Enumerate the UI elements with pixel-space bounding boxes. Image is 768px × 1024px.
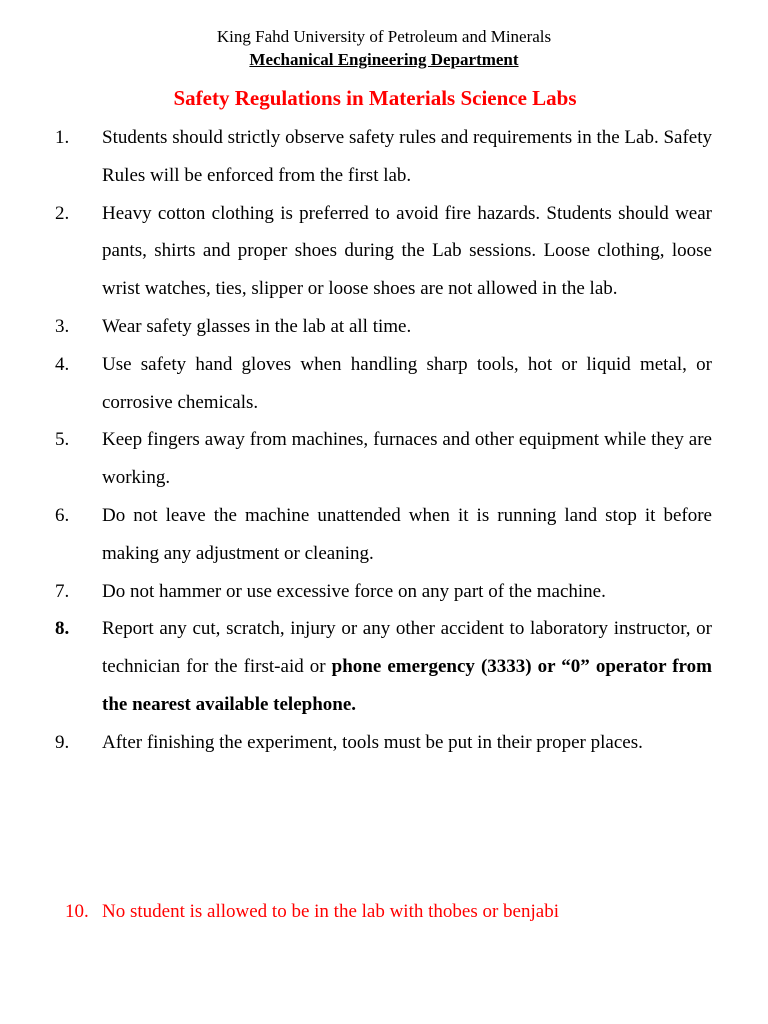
rule-number: 10. [65,901,89,922]
rule-text [102,610,712,723]
page-title: Safety Regulations in Materials Science Labs [173,86,577,110]
rule-text: Wear safety glasses in the lab at all time. [102,315,412,337]
rule-number: 4. [55,353,70,375]
rule-number: 1. [55,127,70,148]
rule-number: 7. [55,580,70,602]
rule-text: Students should strictly observe safety rules and requirements in the Lab. Safety Rules will be enforced from the first lab. [102,127,712,186]
rule-item [0,497,768,573]
emergency-contact-text: phone emergency (3333) or “0” operator from the nearest available telephone. [102,656,712,715]
rule-item [0,195,768,308]
rule-text: No student is allowed to be in the lab with thobes or benjabi [102,901,559,922]
rule-text: Use safety hand gloves when handling sharp tools, hot or liquid metal, or corrosive chemicals. [102,353,712,413]
rule-text: Do not hammer or use excessive force on any part of the machine. [102,580,606,602]
rule-number: 9. [55,731,70,753]
rule-item [0,724,768,762]
rule-number: 8. [55,618,70,640]
rules-list [0,119,768,762]
rule-number: 6. [55,504,70,526]
rule-number: 3. [55,315,70,337]
rule-item [0,308,768,346]
rule-item [0,573,768,611]
rule-text: After finishing the experiment, tools must be put in their proper places. [102,731,643,753]
rule-text: Keep fingers away from machines, furnaces and other equipment while they are working. [102,429,712,489]
rule-text: Do not leave the machine unattended when it is running land stop it before making any adjustment or cleaning. [102,504,712,564]
rule-item [0,421,768,497]
department-name: Mechanical Engineering Department [249,50,519,69]
rule-item [0,119,768,195]
rule-item [0,610,768,723]
rule-number: 5. [55,429,70,451]
rule-item-highlighted [0,893,768,931]
rule-item [0,346,768,422]
rule-text-plain: Report any cut, scratch, injury or any other accident to laboratory instructor, or technician for the first-aid or [102,618,712,678]
rule-text: Heavy cotton clothing is preferred to avoid fire hazards. Students should wear pants, shirts and proper shoes during the Lab sessions. Loose clothing, loose wrist watches, ties, slipper or loose shoes are not allowed in the lab. [102,202,712,300]
rule-number: 2. [55,202,70,224]
university-name: King Fahd University of Petroleum and Minerals [216,27,552,46]
